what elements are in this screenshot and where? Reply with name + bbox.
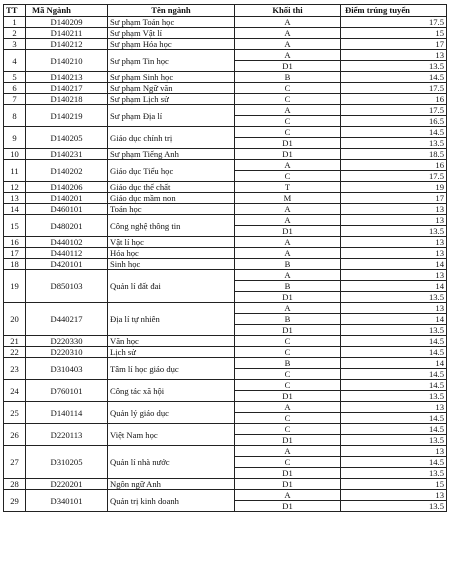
major-name: Giáo dục mầm non: [108, 193, 235, 204]
major-name: Tâm lí học giáo dục: [108, 358, 235, 380]
admission-score: 16: [341, 94, 447, 105]
major-code: D220201: [26, 479, 108, 490]
major-code: D220113: [26, 424, 108, 446]
admission-score: 14.5: [341, 336, 447, 347]
row-number: 26: [4, 424, 26, 446]
table-body: [4, 17, 447, 512]
major-code: D310205: [26, 446, 108, 479]
major-name: Sinh học: [108, 259, 235, 270]
major-code: D140205: [26, 127, 108, 149]
table-row: [4, 160, 447, 171]
major-name: Toán học: [108, 204, 235, 215]
row-number: 1: [4, 17, 26, 28]
exam-block: A: [235, 490, 341, 501]
major-name: Sư phạm Ngữ văn: [108, 83, 235, 94]
header-exam-block: Khối thi: [235, 5, 341, 17]
exam-block: D1: [235, 61, 341, 72]
exam-block: A: [235, 204, 341, 215]
major-code: D140217: [26, 83, 108, 94]
table-row: [4, 127, 447, 138]
major-code: D460101: [26, 204, 108, 215]
admission-score: 17.5: [341, 17, 447, 28]
admission-score: 16.5: [341, 116, 447, 127]
exam-block: C: [235, 127, 341, 138]
row-number: 20: [4, 303, 26, 336]
major-name: Hóa học: [108, 248, 235, 259]
major-name: Văn học: [108, 336, 235, 347]
exam-block: D1: [235, 226, 341, 237]
major-code: D140218: [26, 94, 108, 105]
row-number: 6: [4, 83, 26, 94]
exam-block: D1: [235, 138, 341, 149]
exam-block: A: [235, 237, 341, 248]
table-row: [4, 182, 447, 193]
exam-block: C: [235, 413, 341, 424]
major-code: D140211: [26, 28, 108, 39]
table-row: [4, 490, 447, 501]
exam-block: D1: [235, 435, 341, 446]
major-code: D440102: [26, 237, 108, 248]
row-number: 4: [4, 50, 26, 72]
table-row: [4, 83, 447, 94]
admission-score: 13: [341, 490, 447, 501]
table-row: [4, 336, 447, 347]
table-row: [4, 193, 447, 204]
admission-score: 14: [341, 314, 447, 325]
row-number: 9: [4, 127, 26, 149]
admission-score: 14.5: [341, 369, 447, 380]
row-number: 3: [4, 39, 26, 50]
major-name: Sư phạm Toán học: [108, 17, 235, 28]
table-row: [4, 237, 447, 248]
row-number: 29: [4, 490, 26, 512]
major-code: D140210: [26, 50, 108, 72]
exam-block: D1: [235, 391, 341, 402]
row-number: 16: [4, 237, 26, 248]
exam-block: C: [235, 380, 341, 391]
header-admission-score: Điểm trúng tuyển: [341, 5, 447, 17]
admission-score: 13: [341, 248, 447, 259]
major-name: Sư phạm Hóa học: [108, 39, 235, 50]
exam-block: M: [235, 193, 341, 204]
exam-block: C: [235, 116, 341, 127]
row-number: 18: [4, 259, 26, 270]
exam-block: B: [235, 314, 341, 325]
admission-score: 14.5: [341, 380, 447, 391]
exam-block: C: [235, 424, 341, 435]
major-code: D140209: [26, 17, 108, 28]
exam-block: A: [235, 160, 341, 171]
exam-block: A: [235, 215, 341, 226]
row-number: 12: [4, 182, 26, 193]
major-code: D220330: [26, 336, 108, 347]
row-number: 21: [4, 336, 26, 347]
row-number: 11: [4, 160, 26, 182]
admission-score: 17: [341, 193, 447, 204]
admission-score: 17.5: [341, 105, 447, 116]
admission-score: 13.5: [341, 138, 447, 149]
major-code: D140202: [26, 160, 108, 182]
major-name: Lịch sử: [108, 347, 235, 358]
admission-score: 13: [341, 215, 447, 226]
row-number: 22: [4, 347, 26, 358]
admission-score: 16: [341, 160, 447, 171]
row-number: 13: [4, 193, 26, 204]
major-code: D850103: [26, 270, 108, 303]
major-code: D140212: [26, 39, 108, 50]
table-row: [4, 347, 447, 358]
admission-score: 14.5: [341, 424, 447, 435]
major-name: Sư phạm Sinh học: [108, 72, 235, 83]
table-row: [4, 28, 447, 39]
admission-score: 17: [341, 39, 447, 50]
header-major-name: Tên ngành: [108, 5, 235, 17]
major-code: D420101: [26, 259, 108, 270]
exam-block: D1: [235, 479, 341, 490]
major-name: Sư phạm Tin học: [108, 50, 235, 72]
row-number: 7: [4, 94, 26, 105]
table-row: [4, 358, 447, 369]
admission-score: 13.5: [341, 61, 447, 72]
major-code: D310403: [26, 358, 108, 380]
exam-block: B: [235, 259, 341, 270]
admission-score: 13.5: [341, 325, 447, 336]
admission-score: 14.5: [341, 457, 447, 468]
admission-score: 19: [341, 182, 447, 193]
major-code: D140219: [26, 105, 108, 127]
admission-score: 13: [341, 446, 447, 457]
admission-score: 13: [341, 204, 447, 215]
admission-score: 18.5: [341, 149, 447, 160]
exam-block: A: [235, 50, 341, 61]
admission-score: 15: [341, 28, 447, 39]
admission-score: 13.5: [341, 391, 447, 402]
table-row: [4, 303, 447, 314]
exam-block: A: [235, 270, 341, 281]
major-code: D140201: [26, 193, 108, 204]
major-name: Giáo dục Tiểu học: [108, 160, 235, 182]
major-name: Quản lí nhà nước: [108, 446, 235, 479]
table-row: [4, 72, 447, 83]
major-name: Quản lý giáo dục: [108, 402, 235, 424]
admission-score: 13.5: [341, 435, 447, 446]
major-code: D440112: [26, 248, 108, 259]
row-number: 5: [4, 72, 26, 83]
major-code: D140213: [26, 72, 108, 83]
exam-block: C: [235, 457, 341, 468]
table-row: [4, 380, 447, 391]
exam-block: C: [235, 336, 341, 347]
admission-score: 14.5: [341, 347, 447, 358]
table-row: [4, 17, 447, 28]
major-code: D340101: [26, 490, 108, 512]
header-major-code: Mã Ngành: [26, 5, 108, 17]
exam-block: D1: [235, 325, 341, 336]
row-number: 23: [4, 358, 26, 380]
admission-score: 14.5: [341, 72, 447, 83]
table-row: [4, 94, 447, 105]
admission-score: 13: [341, 270, 447, 281]
major-name: Sư phạm Vật lí: [108, 28, 235, 39]
major-code: D220310: [26, 347, 108, 358]
admission-score: 14: [341, 259, 447, 270]
major-name: Công tác xã hội: [108, 380, 235, 402]
admission-score-table: [3, 4, 447, 512]
admission-score: 14: [341, 281, 447, 292]
major-code: D760101: [26, 380, 108, 402]
admission-score: 13: [341, 50, 447, 61]
major-code: D440217: [26, 303, 108, 336]
exam-block: A: [235, 39, 341, 50]
major-name: Quản trị kinh doanh: [108, 490, 235, 512]
exam-block: A: [235, 402, 341, 413]
major-name: Địa lí tự nhiên: [108, 303, 235, 336]
table-row: [4, 50, 447, 61]
major-name: Sư phạm Lịch sử: [108, 94, 235, 105]
admission-score: 13: [341, 303, 447, 314]
exam-block: B: [235, 358, 341, 369]
table-row: [4, 402, 447, 413]
row-number: 24: [4, 380, 26, 402]
admission-score: 17.5: [341, 83, 447, 94]
exam-block: B: [235, 72, 341, 83]
row-number: 27: [4, 446, 26, 479]
table-row: [4, 446, 447, 457]
major-name: Sư phạm Tiếng Anh: [108, 149, 235, 160]
admission-score: 13.5: [341, 226, 447, 237]
table-row: [4, 259, 447, 270]
table-row: [4, 270, 447, 281]
table-header-row: [4, 5, 447, 17]
exam-block: C: [235, 171, 341, 182]
exam-block: C: [235, 347, 341, 358]
exam-block: A: [235, 303, 341, 314]
exam-block: C: [235, 83, 341, 94]
exam-block: A: [235, 28, 341, 39]
exam-block: A: [235, 248, 341, 259]
major-name: Quản lí đất đai: [108, 270, 235, 303]
admission-score: 14: [341, 358, 447, 369]
row-number: 2: [4, 28, 26, 39]
exam-block: D1: [235, 149, 341, 160]
table-row: [4, 105, 447, 116]
exam-block: D1: [235, 501, 341, 512]
table-row: [4, 424, 447, 435]
row-number: 14: [4, 204, 26, 215]
row-number: 17: [4, 248, 26, 259]
row-number: 28: [4, 479, 26, 490]
table-row: [4, 248, 447, 259]
major-name: Giáo dục thể chất: [108, 182, 235, 193]
header-tt: TT: [4, 5, 26, 17]
table-row: [4, 215, 447, 226]
major-code: D140231: [26, 149, 108, 160]
admission-score: 13.5: [341, 292, 447, 303]
admission-score: 13: [341, 402, 447, 413]
exam-block: C: [235, 94, 341, 105]
admission-score: 17.5: [341, 171, 447, 182]
major-name: Giáo dục chính trị: [108, 127, 235, 149]
exam-block: C: [235, 369, 341, 380]
exam-block: A: [235, 446, 341, 457]
exam-block: D1: [235, 468, 341, 479]
table-row: [4, 149, 447, 160]
row-number: 19: [4, 270, 26, 303]
row-number: 15: [4, 215, 26, 237]
admission-score: 14.5: [341, 413, 447, 424]
major-code: D140206: [26, 182, 108, 193]
row-number: 8: [4, 105, 26, 127]
admission-score: 14.5: [341, 127, 447, 138]
exam-block: D1: [235, 292, 341, 303]
table-row: [4, 479, 447, 490]
major-name: Sư phạm Địa lí: [108, 105, 235, 127]
row-number: 10: [4, 149, 26, 160]
table-row: [4, 204, 447, 215]
admission-score: 13.5: [341, 468, 447, 479]
major-name: Công nghệ thông tin: [108, 215, 235, 237]
table-row: [4, 39, 447, 50]
major-name: Việt Nam học: [108, 424, 235, 446]
exam-block: T: [235, 182, 341, 193]
admission-score: 13.5: [341, 501, 447, 512]
exam-block: B: [235, 281, 341, 292]
admission-score: 15: [341, 479, 447, 490]
major-name: Vật lí học: [108, 237, 235, 248]
major-code: D480201: [26, 215, 108, 237]
admission-score: 13: [341, 237, 447, 248]
row-number: 25: [4, 402, 26, 424]
major-code: D140114: [26, 402, 108, 424]
exam-block: A: [235, 105, 341, 116]
major-name: Ngôn ngữ Anh: [108, 479, 235, 490]
exam-block: A: [235, 17, 341, 28]
